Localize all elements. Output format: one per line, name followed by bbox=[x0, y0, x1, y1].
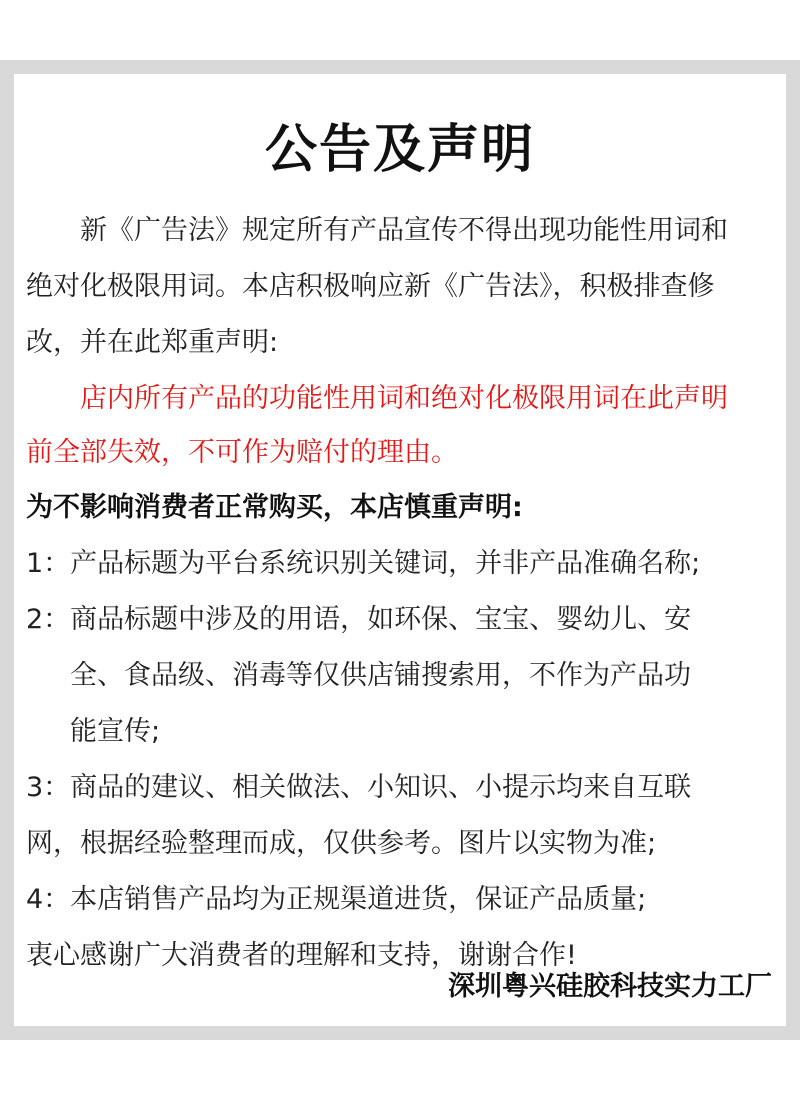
thanks-line: 衷心感谢广大消费者的理解和支持，谢谢合作! bbox=[26, 940, 577, 971]
list-item-2-continued: 能宣传; bbox=[70, 716, 161, 747]
list-item-4: 4：本店销售产品均为正规渠道进货，保证产品质量; bbox=[26, 884, 647, 915]
red-notice-line: 前全部失效，不可作为赔付的理由。 bbox=[26, 437, 458, 468]
list-item-2-continued: 全、食品级、消毒等仅供店铺搜索用，不作为产品功 bbox=[70, 660, 691, 691]
paragraph-line: 绝对化极限用词。本店积极响应新《广告法》，积极排查修 bbox=[26, 271, 715, 302]
red-notice-line: 店内所有产品的功能性用词和绝对化极限用词在此声明 bbox=[80, 383, 728, 414]
page-title: 公告及声明 bbox=[264, 120, 535, 180]
list-item-3: 3：商品的建议、相关做法、小知识、小提示均来自互联 bbox=[26, 772, 692, 803]
notice-panel bbox=[14, 74, 786, 1026]
bold-heading: 为不影响消费者正常购买，本店慎重声明: bbox=[26, 492, 523, 523]
signature: 深圳粤兴硅胶科技实力工厂 bbox=[448, 971, 772, 1002]
list-item-1: 1：产品标题为平台系统识别关键词，并非产品准确名称; bbox=[26, 548, 701, 579]
paragraph-line: 新《广告法》规定所有产品宣传不得出现功能性用词和 bbox=[80, 215, 728, 246]
list-item-3-continued: 网，根据经验整理而成，仅供参考。图片以实物为准; bbox=[26, 828, 657, 859]
notice-frame bbox=[0, 60, 800, 1040]
list-item-2: 2：商品标题中涉及的用语，如环保、宝宝、婴幼儿、安 bbox=[26, 604, 692, 635]
paragraph-line: 改，并在此郑重声明: bbox=[26, 327, 279, 358]
